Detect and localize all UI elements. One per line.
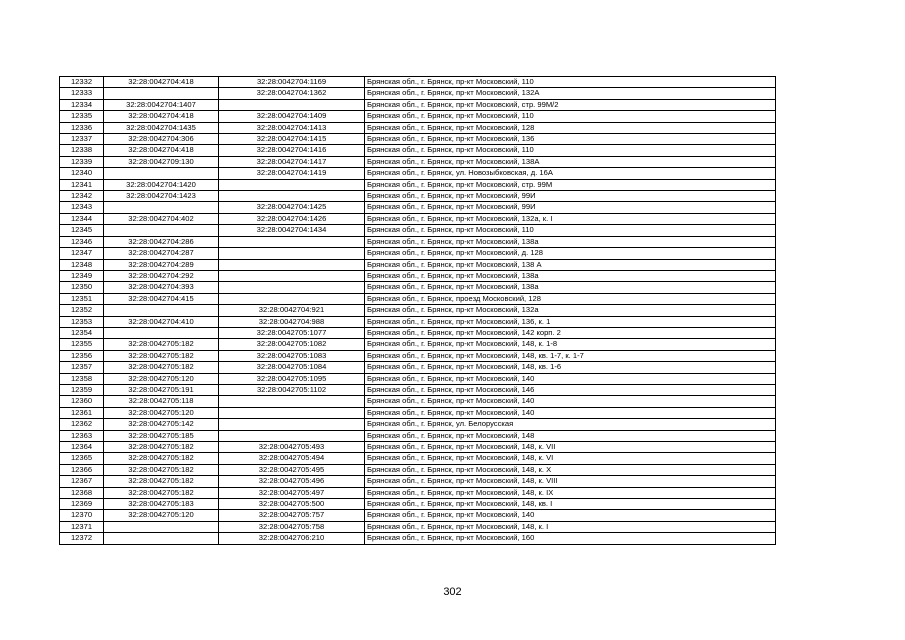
cadastral-number-b-cell: 32:28:0042704:1413: [219, 122, 365, 133]
cadastral-number-b-cell: 32:28:0042705:1095: [219, 373, 365, 384]
cadastral-number-a-cell: 32:28:0042704:415: [104, 293, 219, 304]
cadastral-number-a-cell: 32:28:0042704:418: [104, 145, 219, 156]
table-row: [60, 168, 776, 179]
cadastral-number-a-cell: 32:28:0042704:289: [104, 259, 219, 270]
cadastral-number-a-cell: [104, 521, 219, 532]
cadastral-number-b-cell: 32:28:0042705:758: [219, 521, 365, 532]
cadastral-number-b-cell: 32:28:0042704:1425: [219, 202, 365, 213]
address-cell: Брянская обл., г. Брянск, пр-кт Московский, 132а, к. I: [365, 213, 776, 224]
cadastral-number-b-cell: 32:28:0042705:495: [219, 464, 365, 475]
cadastral-number-b-cell: 32:28:0042704:1416: [219, 145, 365, 156]
address-cell: Брянская обл., г. Брянск, пр-кт Московский, 140: [365, 407, 776, 418]
row-number-cell: 12354: [60, 327, 104, 338]
table-row: [60, 88, 776, 99]
address-cell: Брянская обл., г. Брянск, пр-кт Московский, 148, к. I: [365, 521, 776, 532]
address-cell: Брянская обл., г. Брянск, пр-кт Московский, 140: [365, 373, 776, 384]
cadastral-number-b-cell: 32:28:0042704:1417: [219, 156, 365, 167]
cadastral-number-a-cell: 32:28:0042705:182: [104, 362, 219, 373]
cadastral-number-a-cell: 32:28:0042705:182: [104, 487, 219, 498]
cadastral-number-a-cell: 32:28:0042705:182: [104, 339, 219, 350]
cadastral-number-a-cell: 32:28:0042704:418: [104, 111, 219, 122]
cadastral-number-b-cell: [219, 293, 365, 304]
address-cell: Брянская обл., г. Брянск, пр-кт Московский, д. 128: [365, 248, 776, 259]
cadastral-number-a-cell: [104, 327, 219, 338]
cadastral-number-a-cell: 32:28:0042704:418: [104, 77, 219, 88]
address-cell: Брянская обл., г. Брянск, пр-кт Московский, 148, к. 1-8: [365, 339, 776, 350]
address-cell: Брянская обл., г. Брянск, пр-кт Московский, 148, к. IX: [365, 487, 776, 498]
page-number: 302: [443, 586, 462, 598]
table-row: [60, 407, 776, 418]
address-cell: Брянская обл., г. Брянск, пр-кт Московский, 128: [365, 122, 776, 133]
address-cell: Брянская обл., г. Брянск, пр-кт Московский, 110: [365, 111, 776, 122]
row-number-cell: 12370: [60, 510, 104, 521]
table-row: [60, 327, 776, 338]
cadastral-number-b-cell: 32:28:0042705:500: [219, 499, 365, 510]
cadastral-number-b-cell: 32:28:0042705:1084: [219, 362, 365, 373]
cadastral-number-b-cell: [219, 419, 365, 430]
row-number-cell: 12342: [60, 191, 104, 202]
cadastral-number-b-cell: [219, 248, 365, 259]
cadastral-number-a-cell: 32:28:0042705:120: [104, 373, 219, 384]
address-cell: Брянская обл., г. Брянск, пр-кт Московский, 110: [365, 77, 776, 88]
cadastral-number-a-cell: 32:28:0042705:182: [104, 464, 219, 475]
row-number-cell: 12346: [60, 236, 104, 247]
cadastral-number-b-cell: 32:28:0042704:988: [219, 316, 365, 327]
cadastral-number-a-cell: [104, 305, 219, 316]
cadastral-number-b-cell: [219, 99, 365, 110]
cadastral-number-a-cell: [104, 533, 219, 544]
row-number-cell: 12340: [60, 168, 104, 179]
row-number-cell: 12365: [60, 453, 104, 464]
table-row: [60, 122, 776, 133]
table-row: [60, 521, 776, 532]
row-number-cell: 12334: [60, 99, 104, 110]
cadastral-number-b-cell: [219, 270, 365, 281]
cadastral-number-b-cell: 32:28:0042705:496: [219, 476, 365, 487]
cadastral-number-b-cell: [219, 191, 365, 202]
address-cell: Брянская обл., г. Брянск, пр-кт Московский, 148, кв. 1-7, к. 1-7: [365, 350, 776, 361]
row-number-cell: 12371: [60, 521, 104, 532]
row-number-cell: 12345: [60, 225, 104, 236]
table-row: [60, 350, 776, 361]
address-cell: Брянская обл., г. Брянск, пр-кт Московский, 99И: [365, 202, 776, 213]
cadastral-number-a-cell: [104, 168, 219, 179]
address-cell: Брянская обл., г. Брянск, пр-кт Московский, 138а: [365, 282, 776, 293]
cadastral-number-b-cell: [219, 396, 365, 407]
row-number-cell: 12350: [60, 282, 104, 293]
row-number-cell: 12333: [60, 88, 104, 99]
row-number-cell: 12348: [60, 259, 104, 270]
cadastral-number-a-cell: [104, 225, 219, 236]
cadastral-number-a-cell: 32:28:0042705:185: [104, 430, 219, 441]
row-number-cell: 12347: [60, 248, 104, 259]
table-row: [60, 384, 776, 395]
cadastral-table: [59, 76, 776, 545]
table-row: [60, 213, 776, 224]
cadastral-number-a-cell: 32:28:0042704:1407: [104, 99, 219, 110]
cadastral-number-b-cell: [219, 430, 365, 441]
cadastral-number-a-cell: 32:28:0042709:130: [104, 156, 219, 167]
cadastral-number-b-cell: 32:28:0042704:1169: [219, 77, 365, 88]
table-row: [60, 373, 776, 384]
table-row: [60, 362, 776, 373]
table-row: [60, 270, 776, 281]
cadastral-number-b-cell: 32:28:0042705:493: [219, 442, 365, 453]
table-row: [60, 236, 776, 247]
address-cell: Брянская обл., г. Брянск, пр-кт Московский, 138А: [365, 156, 776, 167]
address-cell: Брянская обл., г. Брянск, пр-кт Московский, 132А: [365, 88, 776, 99]
table-body: [60, 77, 776, 545]
row-number-cell: 12358: [60, 373, 104, 384]
address-cell: Брянская обл., г. Брянск, пр-кт Московский, 138 А: [365, 259, 776, 270]
address-cell: Брянская обл., г. Брянск, пр-кт Московский, 148, к. X: [365, 464, 776, 475]
cadastral-number-a-cell: [104, 88, 219, 99]
cadastral-number-b-cell: 32:28:0042704:1426: [219, 213, 365, 224]
cadastral-number-a-cell: 32:28:0042704:410: [104, 316, 219, 327]
cadastral-number-a-cell: 32:28:0042705:182: [104, 476, 219, 487]
table-row: [60, 396, 776, 407]
cadastral-number-b-cell: [219, 282, 365, 293]
row-number-cell: 12332: [60, 77, 104, 88]
table-row: [60, 419, 776, 430]
row-number-cell: 12351: [60, 293, 104, 304]
cadastral-number-b-cell: 32:28:0042704:1362: [219, 88, 365, 99]
address-cell: Брянская обл., г. Брянск, пр-кт Московский, 148, кв. I: [365, 499, 776, 510]
table-row: [60, 476, 776, 487]
address-cell: Брянская обл., г. Брянск, пр-кт Московский, 138а: [365, 270, 776, 281]
address-cell: Брянская обл., г. Брянск, пр-кт Московский, 136, к. 1: [365, 316, 776, 327]
table-row: [60, 191, 776, 202]
cadastral-number-a-cell: 32:28:0042705:182: [104, 453, 219, 464]
row-number-cell: 12369: [60, 499, 104, 510]
table-row: [60, 282, 776, 293]
address-cell: Брянская обл., г. Брянск, пр-кт Московский, 148: [365, 430, 776, 441]
row-number-cell: 12338: [60, 145, 104, 156]
table-row: [60, 145, 776, 156]
table-row: [60, 533, 776, 544]
row-number-cell: 12367: [60, 476, 104, 487]
cadastral-number-b-cell: 32:28:0042704:1419: [219, 168, 365, 179]
cadastral-number-a-cell: 32:28:0042704:1423: [104, 191, 219, 202]
table-row: [60, 202, 776, 213]
cadastral-number-a-cell: 32:28:0042704:393: [104, 282, 219, 293]
table-row: [60, 499, 776, 510]
cadastral-number-a-cell: 32:28:0042705:142: [104, 419, 219, 430]
row-number-cell: 12362: [60, 419, 104, 430]
cadastral-number-a-cell: 32:28:0042704:306: [104, 134, 219, 145]
cadastral-number-b-cell: 32:28:0042705:1077: [219, 327, 365, 338]
table-row: [60, 111, 776, 122]
row-number-cell: 12360: [60, 396, 104, 407]
cadastral-number-a-cell: 32:28:0042705:182: [104, 350, 219, 361]
cadastral-number-b-cell: 32:28:0042704:1415: [219, 134, 365, 145]
cadastral-number-b-cell: 32:28:0042705:1083: [219, 350, 365, 361]
cadastral-number-b-cell: 32:28:0042705:497: [219, 487, 365, 498]
table-row: [60, 305, 776, 316]
table-row: [60, 259, 776, 270]
row-number-cell: 12353: [60, 316, 104, 327]
table-row: [60, 464, 776, 475]
address-cell: Брянская обл., г. Брянск, пр-кт Московский, 110: [365, 225, 776, 236]
cadastral-number-b-cell: 32:28:0042704:1409: [219, 111, 365, 122]
cadastral-number-b-cell: 32:28:0042705:757: [219, 510, 365, 521]
table-row: [60, 453, 776, 464]
row-number-cell: 12366: [60, 464, 104, 475]
table-row: [60, 510, 776, 521]
row-number-cell: 12335: [60, 111, 104, 122]
table-row: [60, 293, 776, 304]
table-row: [60, 487, 776, 498]
address-cell: Брянская обл., г. Брянск, пр-кт Московский, 148, кв. 1-6: [365, 362, 776, 373]
cadastral-number-b-cell: 32:28:0042706:210: [219, 533, 365, 544]
row-number-cell: 12349: [60, 270, 104, 281]
cadastral-number-b-cell: [219, 179, 365, 190]
row-number-cell: 12341: [60, 179, 104, 190]
cadastral-number-a-cell: [104, 202, 219, 213]
table-row: [60, 430, 776, 441]
row-number-cell: 12337: [60, 134, 104, 145]
address-cell: Брянская обл., г. Брянск, ул. Новозыбковская, д. 16А: [365, 168, 776, 179]
row-number-cell: 12357: [60, 362, 104, 373]
table-row: [60, 156, 776, 167]
address-cell: Брянская обл., г. Брянск, пр-кт Московский, 110: [365, 145, 776, 156]
cadastral-number-b-cell: [219, 259, 365, 270]
cadastral-number-b-cell: 32:28:0042705:494: [219, 453, 365, 464]
address-cell: Брянская обл., г. Брянск, пр-кт Московский, 132а: [365, 305, 776, 316]
row-number-cell: 12343: [60, 202, 104, 213]
cadastral-number-a-cell: 32:28:0042705:118: [104, 396, 219, 407]
address-cell: Брянская обл., г. Брянск, пр-кт Московский, стр. 99М: [365, 179, 776, 190]
cadastral-number-a-cell: 32:28:0042704:402: [104, 213, 219, 224]
address-cell: Брянская обл., г. Брянск, пр-кт Московский, 146: [365, 384, 776, 395]
row-number-cell: 12372: [60, 533, 104, 544]
address-cell: Брянская обл., г. Брянск, пр-кт Московский, 142 корп. 2: [365, 327, 776, 338]
cadastral-number-b-cell: [219, 236, 365, 247]
row-number-cell: 12352: [60, 305, 104, 316]
table-row: [60, 339, 776, 350]
table-row: [60, 77, 776, 88]
address-cell: Брянская обл., г. Брянск, пр-кт Московский, 148, к. VIII: [365, 476, 776, 487]
row-number-cell: 12355: [60, 339, 104, 350]
cadastral-number-a-cell: 32:28:0042704:287: [104, 248, 219, 259]
cadastral-number-a-cell: 32:28:0042705:191: [104, 384, 219, 395]
cadastral-number-a-cell: 32:28:0042705:182: [104, 442, 219, 453]
cadastral-number-a-cell: 32:28:0042705:120: [104, 510, 219, 521]
address-cell: Брянская обл., г. Брянск, пр-кт Московский, 160: [365, 533, 776, 544]
address-cell: Брянская обл., г. Брянск, пр-кт Московский, 140: [365, 396, 776, 407]
address-cell: Брянская обл., г. Брянск, пр-кт Московский, 136: [365, 134, 776, 145]
table-row: [60, 316, 776, 327]
table-row: [60, 179, 776, 190]
row-number-cell: 12356: [60, 350, 104, 361]
cadastral-number-a-cell: 32:28:0042705:183: [104, 499, 219, 510]
address-cell: Брянская обл., г. Брянск, ул. Белорусская: [365, 419, 776, 430]
row-number-cell: 12359: [60, 384, 104, 395]
address-cell: Брянская обл., г. Брянск, проезд Московский, 128: [365, 293, 776, 304]
address-cell: Брянская обл., г. Брянск, пр-кт Московский, 148, к. VII: [365, 442, 776, 453]
cadastral-number-a-cell: 32:28:0042705:120: [104, 407, 219, 418]
table-row: [60, 134, 776, 145]
address-cell: Брянская обл., г. Брянск, пр-кт Московский, 138а: [365, 236, 776, 247]
address-cell: Брянская обл., г. Брянск, пр-кт Московский, 148, к. VI: [365, 453, 776, 464]
cadastral-number-a-cell: 32:28:0042704:1420: [104, 179, 219, 190]
cadastral-number-a-cell: 32:28:0042704:286: [104, 236, 219, 247]
row-number-cell: 12339: [60, 156, 104, 167]
cadastral-number-b-cell: 32:28:0042705:1102: [219, 384, 365, 395]
cadastral-number-b-cell: 32:28:0042704:921: [219, 305, 365, 316]
row-number-cell: 12344: [60, 213, 104, 224]
row-number-cell: 12364: [60, 442, 104, 453]
address-cell: Брянская обл., г. Брянск, пр-кт Московский, стр. 99М/2: [365, 99, 776, 110]
table-row: [60, 225, 776, 236]
row-number-cell: 12363: [60, 430, 104, 441]
cadastral-number-b-cell: 32:28:0042705:1082: [219, 339, 365, 350]
row-number-cell: 12368: [60, 487, 104, 498]
cadastral-number-a-cell: 32:28:0042704:1435: [104, 122, 219, 133]
row-number-cell: 12361: [60, 407, 104, 418]
cadastral-number-b-cell: [219, 407, 365, 418]
row-number-cell: 12336: [60, 122, 104, 133]
cadastral-number-b-cell: 32:28:0042704:1434: [219, 225, 365, 236]
table-row: [60, 248, 776, 259]
cadastral-number-a-cell: 32:28:0042704:292: [104, 270, 219, 281]
table-row: [60, 99, 776, 110]
address-cell: Брянская обл., г. Брянск, пр-кт Московский, 140: [365, 510, 776, 521]
address-cell: Брянская обл., г. Брянск, пр-кт Московский, 99И: [365, 191, 776, 202]
table-row: [60, 442, 776, 453]
